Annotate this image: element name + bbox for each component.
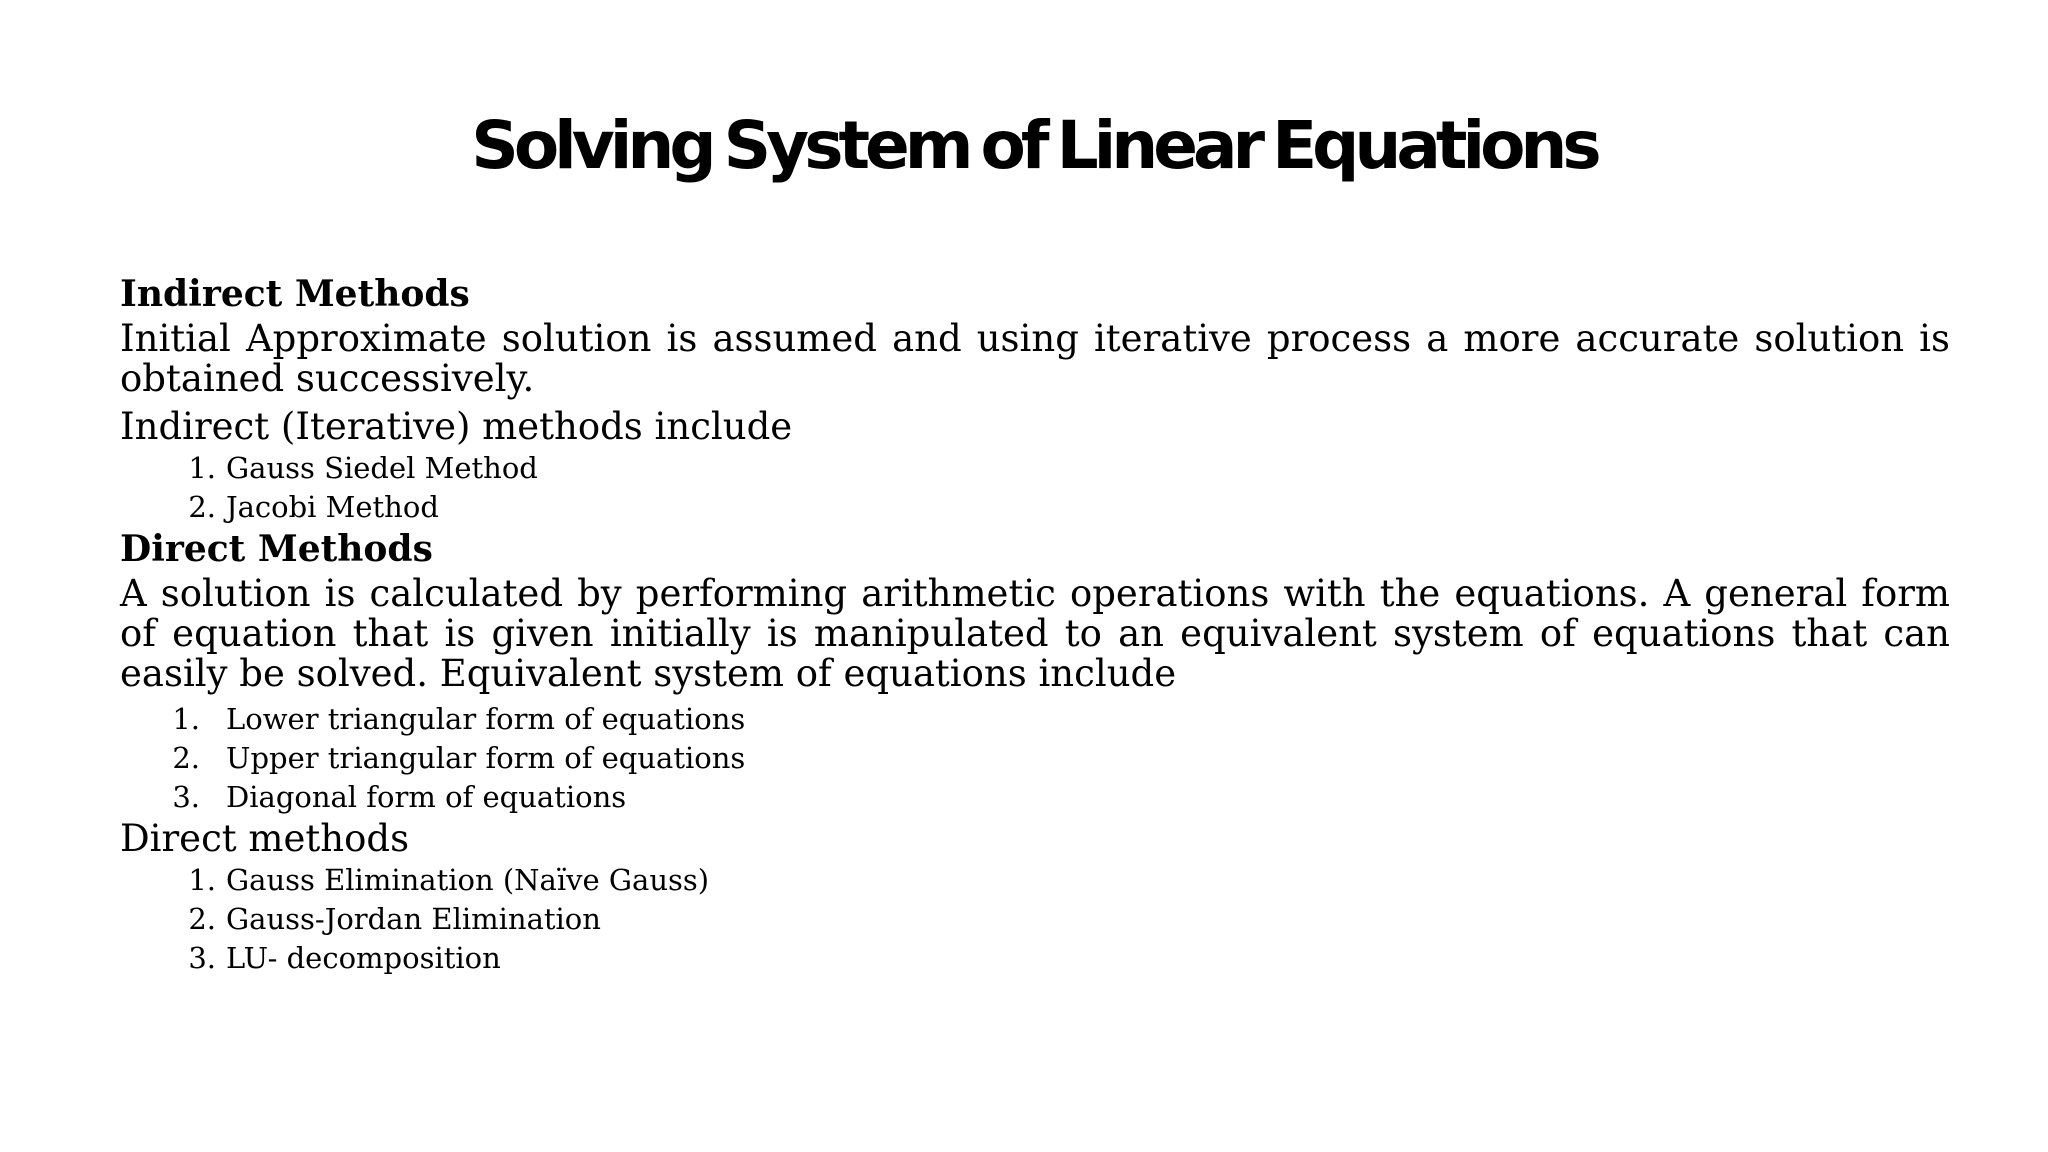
list-item-text: Lower triangular form of equations <box>226 702 746 736</box>
list-number: 2. <box>188 902 216 936</box>
list-item <box>120 778 1950 817</box>
list-item-text: Gauss Siedel Method <box>226 451 538 485</box>
list-item-text: Gauss-Jordan Elimination <box>226 902 601 936</box>
list-number: 2. <box>172 741 200 775</box>
list-number: 1. <box>188 451 216 485</box>
slide-title: Solving System of Linear Equations <box>471 107 1597 184</box>
direct-methods-description: A solution is calculated by performing arithmetic operations with the equations. A general form of equation that is given initially is manipulated to an equivalent system of equations that can easily be solved. Equivalent system of equations include <box>120 572 1950 695</box>
list-number: 2. <box>188 490 216 524</box>
indirect-methods-description: Initial Approximate solution is assumed and using iterative process a more accurate solution is obtained successively. <box>120 317 1950 400</box>
indirect-methods-heading: Indirect Methods <box>120 273 470 315</box>
direct-methods-list <box>120 861 1950 978</box>
equivalent-forms-list <box>120 700 1950 817</box>
list-item <box>120 900 1950 939</box>
direct-methods-intro: Direct methods <box>120 817 410 860</box>
indirect-methods-list <box>120 449 1950 527</box>
list-item <box>120 739 1950 778</box>
indirect-methods-intro: Indirect (Iterative) methods include <box>120 405 793 448</box>
list-item <box>120 449 1950 488</box>
list-number: 3. <box>172 780 200 814</box>
direct-methods-heading: Direct Methods <box>120 528 433 570</box>
list-item-text: Diagonal form of equations <box>226 780 627 814</box>
list-number: 1. <box>188 863 216 897</box>
list-number: 1. <box>172 702 200 736</box>
list-item-text: Upper triangular form of equations <box>226 741 746 775</box>
list-item-text: Gauss Elimination (Naïve Gauss) <box>226 863 710 897</box>
list-item <box>120 700 1950 739</box>
list-number: 3. <box>188 941 216 975</box>
list-item-text: LU- decomposition <box>226 941 501 975</box>
list-item <box>120 939 1950 978</box>
list-item <box>120 861 1950 900</box>
list-item <box>120 488 1950 527</box>
list-item-text: Jacobi Method <box>226 490 439 524</box>
slide-content <box>120 272 1950 978</box>
